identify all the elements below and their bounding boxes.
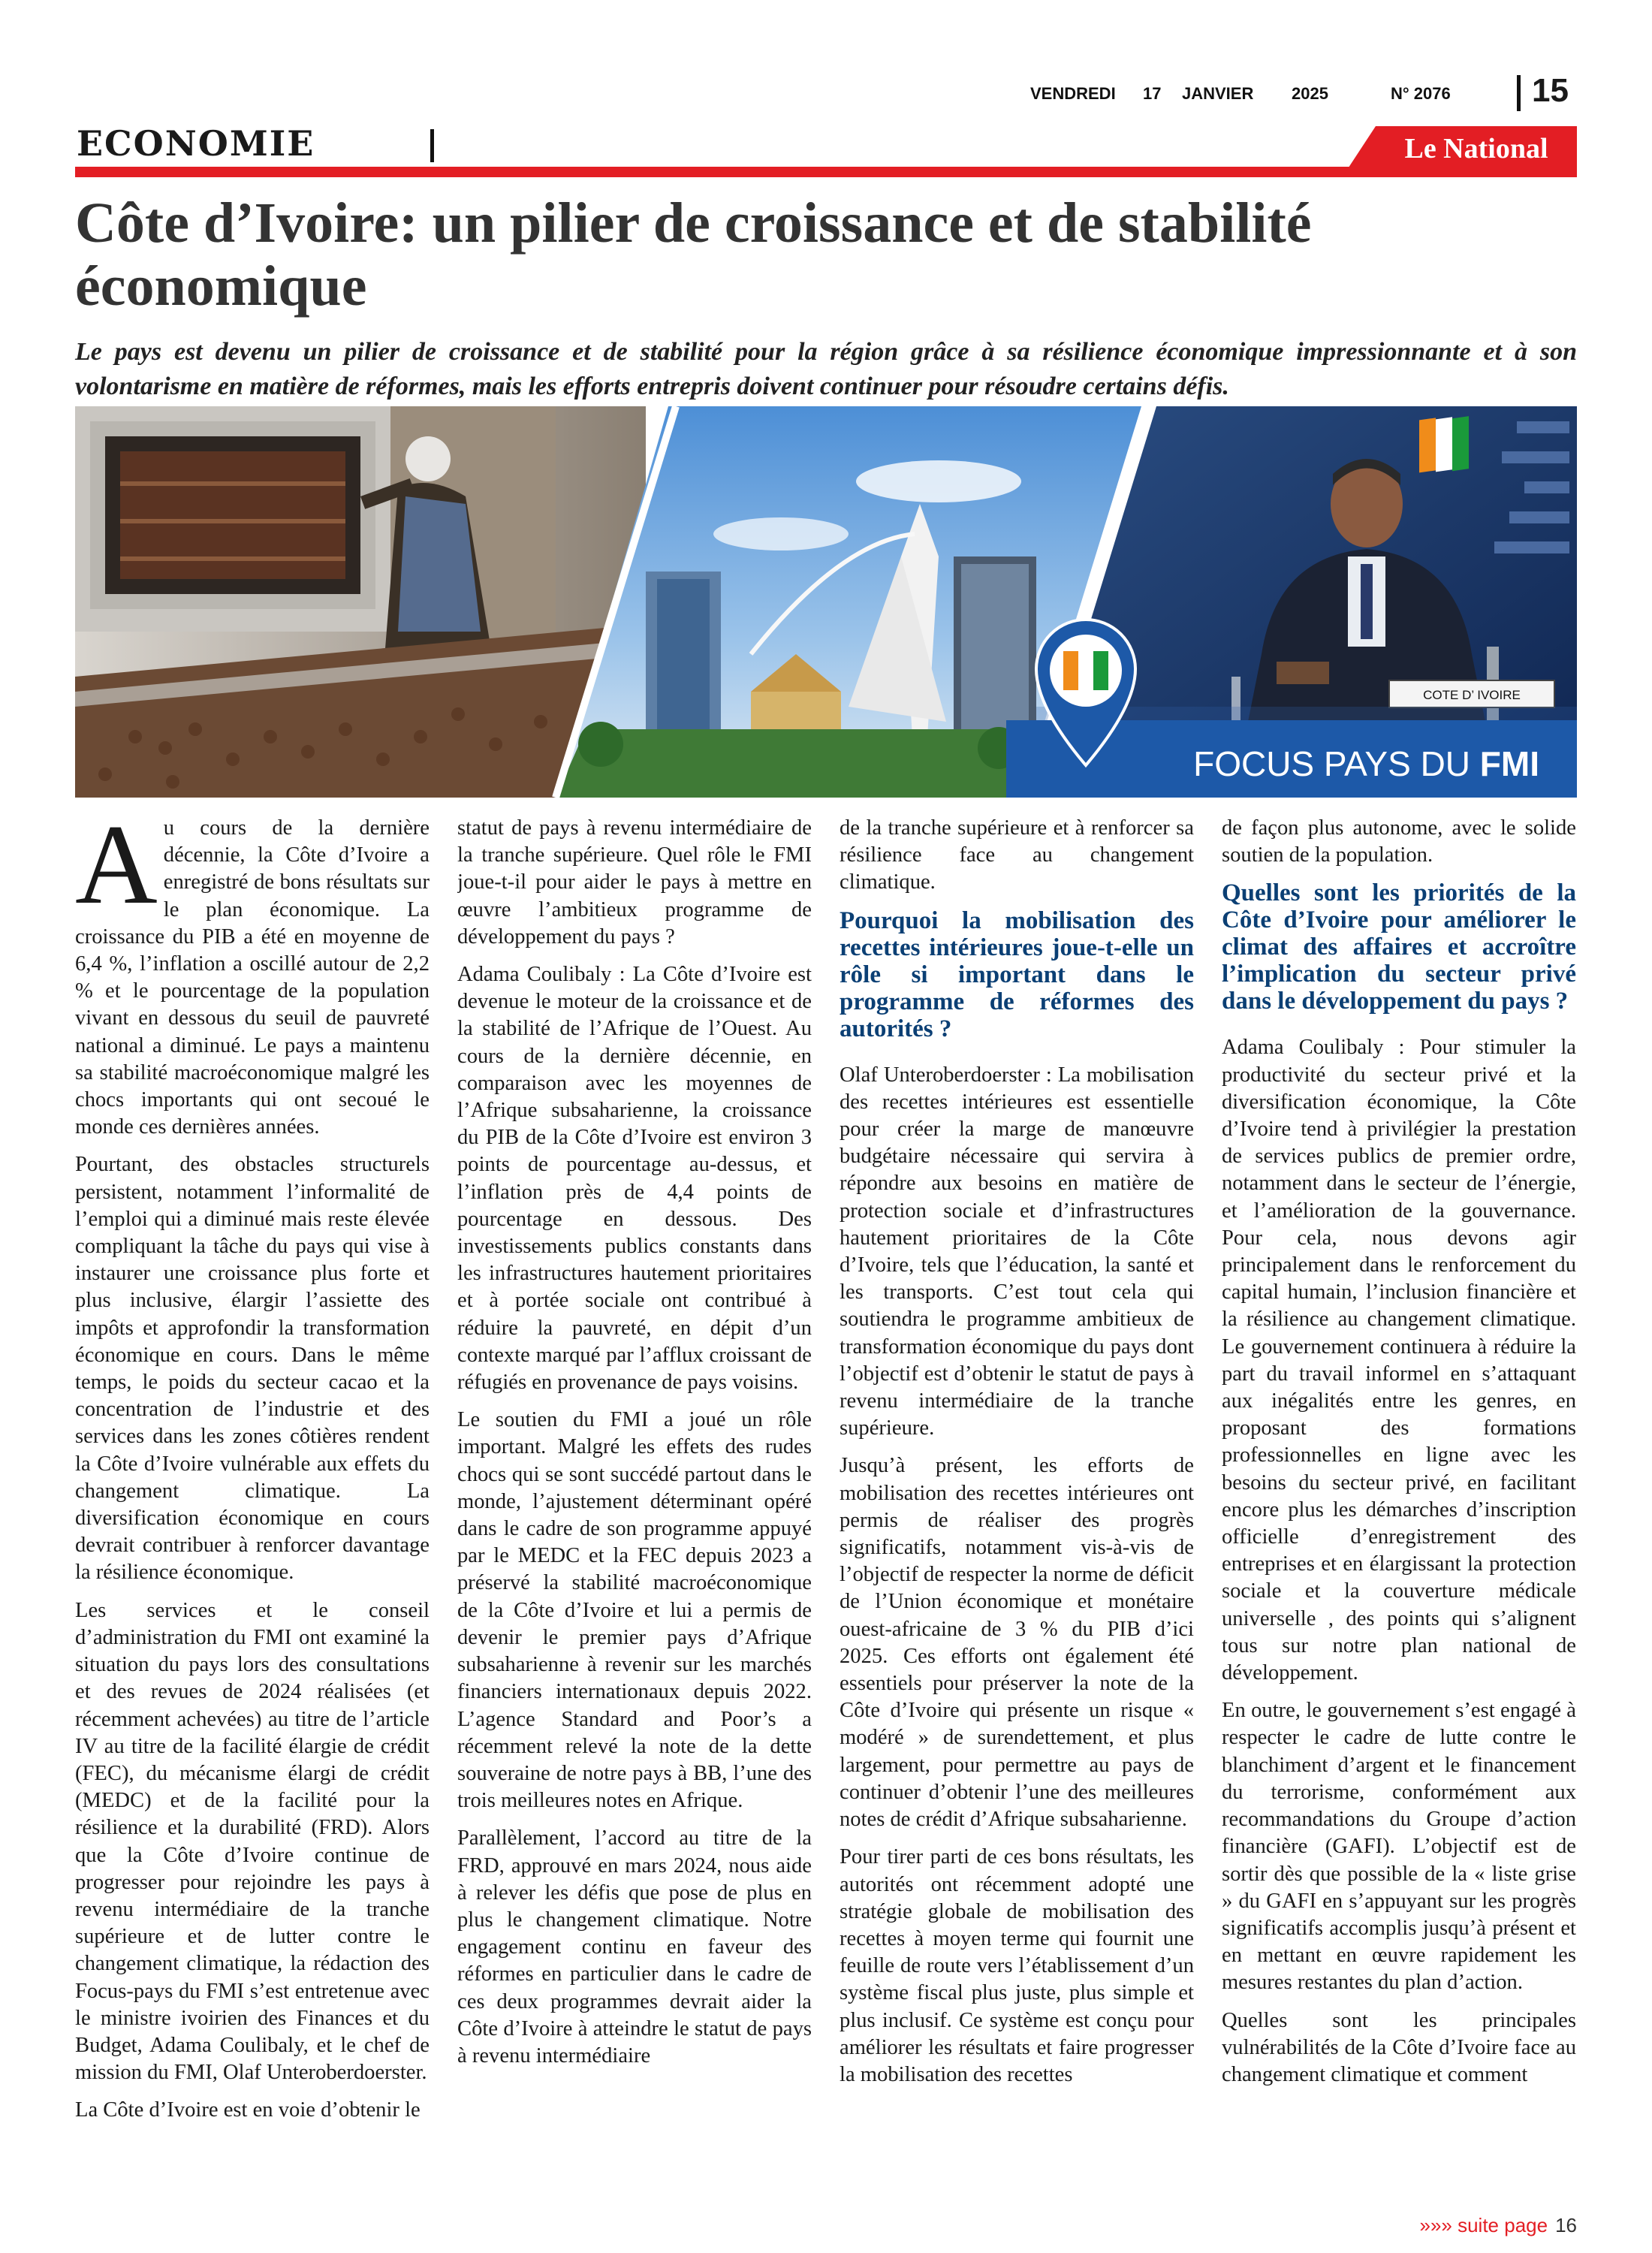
paragraph: Les services et le conseil d’administration du FMI ont examiné la situation du pays lors des consultations et des revues de 2024 réalisées (et récemment achevées) au titre de l’article IV au titre de la facilité élargie de crédit (FEC), du mécanisme élargi de crédit (MEDC) et de la facilité pour la résilience et la durabilité (FRD). Alors que la Côte d’Ivoire continue de progresser pour rejoindre les pays à revenu intermédiaire de la tranche supérieure et de lutter contre le changement climatique, la rédaction des Focus-pays du FMI s’est entretenue avec le ministre ivoirien des Finances et du Budget, Adama Coulibaly, et le chef de mission du FMI, Olaf Unteroberdoerster. — [75, 1598, 430, 2085]
cocoa-processing-photo — [75, 406, 646, 798]
paragraph: Au cours de la dernière décennie, la Côte d’Ivoire a enregistré de bons résultats sur le plan économique. La croissance du PIB a été en moyenne de 6,4 %, l’inflation a oscillé autour de 2,2 % et le pourcentage de la population vivant en dessous du seuil de pauvreté national a diminué. Le pays a maintenu sa stabilité macroéconomique malgré les chocs importants qui ont secoué le monde ces dernières années. — [75, 815, 430, 1139]
article-column-2 — [457, 815, 812, 2197]
page-number-divider — [1517, 75, 1521, 111]
paragraph: Le soutien du FMI a joué un rôle important. Malgré les effets des rudes chocs qui se sont succédé partout dans le monde, l’ajustement déterminant opéré dans le cadre de son programme appuyé par le MEDC et la FEC depuis 2023 a préservé la stabilité macroéconomique de la Côte d’Ivoire et lui a permis de devenir le premier pays d’Afrique subsaharienne à revenir sur les marchés financiers internationaux depuis 2022. L’agence Standard and Poor’s a récemment relevé la note de la dette souveraine de notre pays à BB, l’une des trois meilleures notes en Afrique. — [457, 1408, 812, 1813]
continued-page-number: 16 — [1555, 2214, 1577, 2236]
article-column-3 — [840, 815, 1194, 2197]
paragraph: Jusqu’à présent, les efforts de mobilisation des recettes intérieures ont permis de réaliser des progrès significatifs, notamment vis-à-vis de l’objectif de respecter la norme de déficit de l’Union économique et monétaire ouest-africaine de 3 % du PIB d’ici 2025. Ces efforts ont également été essentiels pour préserver la note de la Côte d’Ivoire qui présente un risque « modéré » de surendettement, et plus largement, pour permettre au pays de continuer d’obtenir l’une des meilleures notes de crédit d’Afrique subsaharienne. — [840, 1454, 1194, 1832]
paragraph: Pourtant, des obstacles structurels persistent, notamment l’informalité de l’emploi qui a diminué mais reste élevée compliquant la tâche du pays qui vise à instaurer une croissance plus forte et plus inclusive, élargir l’assiette des impôts et approfondir la transformation économique en cours. Dans le même temps, le poids du secteur cacao et la concentration de l’industrie et des services dans les zones côtières rendent la Côte d’Ivoire vulnérable aux effets du changement climatique. La diversification économique en cours devrait contribuer à renforcer davantage la résilience économique. — [75, 1153, 430, 1585]
paragraph: Quelles sont les principales vulnérabilités de la Côte d’Ivoire face au changement climatique et comment — [1222, 2008, 1576, 2086]
drop-cap: A — [75, 815, 158, 927]
paragraph: Parallèlement, l’accord au titre de la FRD, approuvé en mars 2024, nous aide à relever les défis que pose de plus en plus le changement climatique. Notre engagement continu en faveur des réformes en particulier dans le cadre de ces deux programmes devrait aider la Côte d’Ivoire à atteindre le statut de pays à revenu intermédiaire — [457, 1826, 812, 2068]
masthead-title: Le National — [1404, 133, 1548, 164]
continued-label: »»» suite page — [1419, 2214, 1548, 2236]
header-issue: N° 2076 — [1391, 84, 1451, 103]
header-month: JANVIER — [1182, 84, 1254, 103]
section-divider — [430, 129, 434, 162]
country-nameplate: COTE D’ IVOIRE — [1423, 688, 1521, 702]
header-day: VENDREDI — [1030, 84, 1116, 103]
ivory-coast-desk-flag — [1419, 416, 1469, 472]
paragraph: Olaf Unteroberdoerster : La mobilisation des recettes intérieures est essentielle pour créer la marge de manœuvre budgétaire nécessaire qui servira à répondre aux besoins en matière de protection sociale et d’infrastructures hautement prioritaires de la Côte d’Ivoire, tels que l’éducation, la santé et les transports. C’est tout cela qui soutiendra le programme ambitieux de transformation économique du pays dont l’objectif est d’obtenir le statut de pays à revenu intermédiaire de la tranche supérieure. — [840, 1063, 1194, 1440]
paragraph: de façon plus autonome, avec le solide soutien de la population. — [1222, 816, 1576, 867]
article-banner-image — [75, 406, 1577, 798]
article-deck: Le pays est devenu un pilier de croissance et de stabilité pour la région grâce à sa résilience économique impressionnante et à son volontarisme en matière de réformes, mais les efforts entrepris doivent continuer pour résoudre certains défis. — [75, 338, 1577, 400]
interview-question: Quelles sont les priorités de la Côte d’Ivoire pour améliorer le climat des affaires et accroître l’implication du secteur privé dans le développement du pays ? — [1222, 879, 1576, 1015]
header-year: 2025 — [1292, 84, 1328, 103]
paragraph: Adama Coulibaly : Pour stimuler la productivité du secteur privé et la diversification économique, la Côte d’Ivoire tend à privilégier la prestation de services publics de premier ordre, notamment dans le secteur de l’énergie, et l’amélioration de la gouvernance. Pour cela, nous devons agir principalement dans le renforcement du capital humain, l’inclusion financière et la résilience au changement climatique. Le gouvernement continuera à réduire la part du travail informel en s’attaquant aux inégalités entre les genres, en proposant des formations professionnelles en ligne avec les besoins du secteur privé, en facilitant encore plus les démarches d’inscription officielle d’enregistrement des entreprises et en élargissant la protection sociale et la couverture médicale universelle , des points qui s’alignent tous sur notre plan national de développement. — [1222, 1036, 1576, 1685]
article-column-1 — [75, 815, 430, 2197]
article-title: Côte d’Ivoire: un pilier de croissance et de stabilité économique — [75, 192, 1312, 318]
continued-on-page — [1419, 2214, 1577, 2237]
paragraph: Pour tirer parti de ces bons résultats, les autorités ont récemment adopté une stratégie globale de mobilisation des recettes à moyen terme qui fournit une feuille de route vers l’établissement d’un système fiscal plus juste, plus simple et plus inclusif. Ce système est conçu pour améliorer les résultats et faire progresser la mobilisation des recettes — [840, 1845, 1194, 2086]
paragraph: En outre, le gouvernement s’est engagé à respecter le cadre de lutte contre le blanchiment d’argent et le financement du terrorisme, conformément aux recommandations du Groupe d’action financière (GAFI). L’objectif est de sortir dès que possible de la « liste grise » du GAFI en s’appuyant sur les progrès significatifs accomplis jusqu’à présent et en mettant en œuvre rapidement les mesures restantes du plan d’action. — [1222, 1699, 1576, 1995]
focus-banner-text: FOCUS PAYS DU FMI — [1193, 744, 1539, 783]
paragraph: de la tranche supérieure et à renforcer sa résilience face au changement climatique. — [840, 816, 1194, 894]
page-number: 15 — [1532, 72, 1569, 109]
article-column-4 — [1222, 815, 1576, 2197]
interview-question: Pourquoi la mobilisation des recettes intérieures joue-t-elle un rôle si important dans le programme de réformes des autorités ? — [840, 906, 1194, 1042]
paragraph: statut de pays à revenu intermédiaire de la tranche supérieure. Quel rôle le FMI joue-t-il pour aider le pays à mettre en œuvre l’ambitieux programme de développement du pays ? — [457, 816, 812, 949]
header-date-day: 17 — [1143, 84, 1162, 103]
section-label: ECONOMIE — [77, 123, 315, 164]
paragraph: La Côte d’Ivoire est en voie d’obtenir le — [75, 2098, 421, 2122]
paragraph: Adama Coulibaly : La Côte d’Ivoire est devenue le moteur de la croissance et de la stabilité de l’Afrique de l’Ouest. Au cours de la dernière décennie, en comparaison avec les moyennes de l’Afrique subsaharienne, la croissance du PIB de la Côte d’Ivoire est environ 3 points de pourcentage au-dessus, et l’inflation près de 4,4 points de pourcentage en dessous. Des investissements publics constants dans les infrastructures hautement prioritaires et à portée sociale ont contribué à réduire la pauvreté, en dépit d’un contexte marqué par l’afflux croissant de réfugiés en provenance de pays voisins. — [457, 963, 812, 1395]
